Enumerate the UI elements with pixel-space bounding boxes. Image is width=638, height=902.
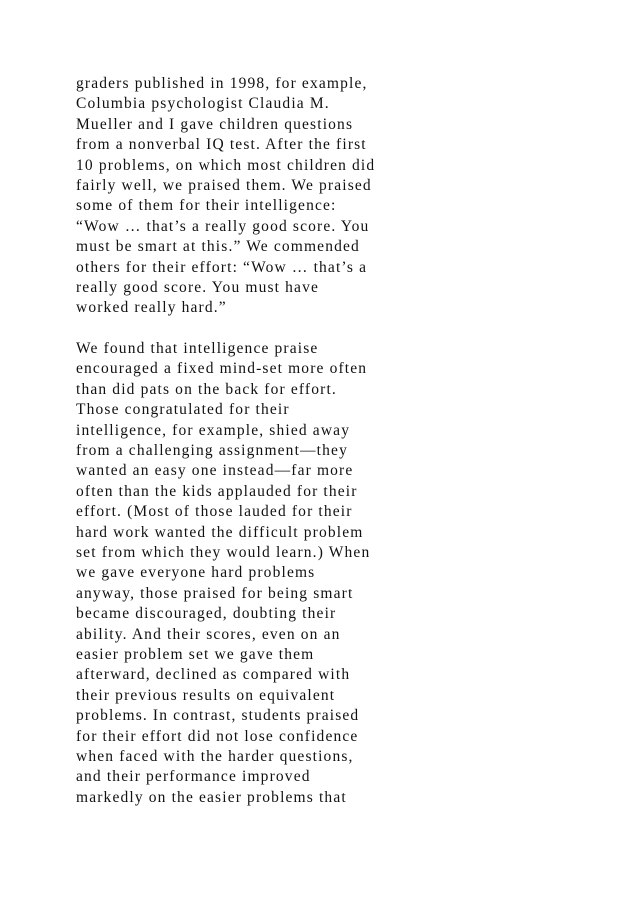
- text-line: 10 problems, on which most children did: [76, 156, 376, 174]
- text-line: ability. And their scores, even on an: [76, 625, 341, 643]
- text-line: graders published in 1998, for example,: [76, 75, 368, 92]
- text-line: We found that intelligence praise: [76, 340, 319, 358]
- text-line: Columbia psychologist Claudia M.: [76, 95, 330, 113]
- text-line: their previous results on equivalent: [76, 686, 336, 704]
- text-line: afterward, declined as compared with: [76, 666, 351, 684]
- text-line: easier problem set we gave them: [76, 645, 315, 663]
- text-line: and their performance improved: [76, 768, 311, 786]
- text-line: than did pats on the back for effort.: [76, 380, 337, 398]
- text-line: Mueller and I gave children questions: [76, 115, 354, 133]
- paragraph-1: [76, 74, 406, 319]
- text-line: set from which they would learn.) When: [76, 543, 371, 561]
- text-line: hard work wanted the difficult problem: [76, 523, 364, 541]
- text-line: we gave everyone hard problems: [76, 564, 316, 582]
- text-line: when faced with the harder questions,: [76, 747, 354, 765]
- text-line: became discouraged, doubting their: [76, 605, 337, 623]
- body-text: [76, 74, 406, 808]
- text-line: wanted an easy one instead—far more: [76, 462, 354, 480]
- text-line: intelligence, for example, shied away: [76, 421, 351, 439]
- text-line: Those congratulated for their: [76, 401, 290, 419]
- text-line: anyway, those praised for being smart: [76, 584, 354, 602]
- text-line: really good score. You must have: [76, 278, 320, 296]
- text-line: fairly well, we praised them. We praised: [76, 176, 372, 194]
- text-line: some of them for their intelligence:: [76, 197, 337, 215]
- text-line: effort. (Most of those lauded for their: [76, 503, 353, 521]
- text-line: must be smart at this.” We commended: [76, 238, 360, 256]
- text-line: for their effort did not lose confidence: [76, 727, 359, 745]
- paragraph-2: [76, 339, 406, 808]
- text-line: from a challenging assignment—they: [76, 442, 348, 460]
- text-line: from a nonverbal IQ test. After the first: [76, 136, 367, 154]
- text-line: markedly on the easier problems that: [76, 788, 347, 806]
- text-line: others for their effort: “Wow … that’s a: [76, 258, 368, 276]
- text-line: problems. In contrast, students praised: [76, 707, 360, 725]
- text-line: often than the kids applauded for their: [76, 482, 358, 500]
- text-line: worked really hard.”: [76, 299, 227, 317]
- text-line: encouraged a fixed mind-set more often: [76, 360, 368, 378]
- text-line: “Wow … that’s a really good score. You: [76, 217, 370, 235]
- paragraph-gap: [76, 319, 406, 339]
